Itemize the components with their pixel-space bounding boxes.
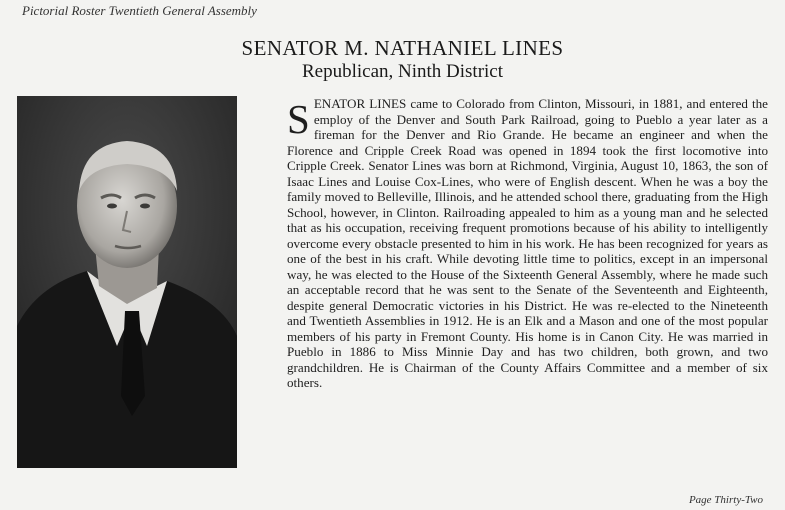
- biography-text: [287, 96, 768, 391]
- dropcap: S: [287, 96, 310, 142]
- page-subtitle: Republican, Ninth District: [301, 61, 504, 82]
- page-number: Page Thirty-Two: [688, 494, 763, 506]
- page-title: SENATOR M. NATHANIEL LINES: [241, 36, 564, 60]
- biography-body: ENATOR LINES came to Colorado from Clinton, Missouri, in 1881, and entered the employ of the Denver and South Park Railroad, going to Pueblo a year later as a fireman for the Denver and Rio Grande. He became an engineer and when the Florence and Cripple Creek Road was opened in 1894 took the first locomotive into Cripple Creek. Senator Lines was born at Richmond, Virginia, August 10, 1863, the son of Isaac Lines and Louise Cox-Lines, who were of English descent. When he was a boy the family moved to Belleville, Illinois, and he attended school there, graduating from the High School, however, in Clinton. Railroading appealed to him as a young man and he selected that as his occupation, receiving frequent promotions because of his ability to intelligently overcome every obstacle presented to him in his work. He has been recognized for years as one of the best in his craft. While devoting little time to politics, except in an impersonal way, he was elected to the House of the Sixteenth General Assembly, where he made such an acceptable record that he was sent to the Senate of the Seventeenth and Eighteenth, despite general Democratic victories in his District. He was re-elected to the Nineteenth and Twentieth Assemblies in 1912. He is an Elk and a Mason and one of the most popular members of his party in Fremont County. His home is in Canon City. He was married in Pueblo in 1886 to Miss Minnie Day and has two children, both grown, and two grandchildren. He is Chairman of the County Affairs Committee and a member of six others.: [287, 96, 768, 390]
- portrait-photo: [17, 96, 237, 468]
- running-head: Pictorial Roster Twentieth General Assembly: [22, 3, 257, 18]
